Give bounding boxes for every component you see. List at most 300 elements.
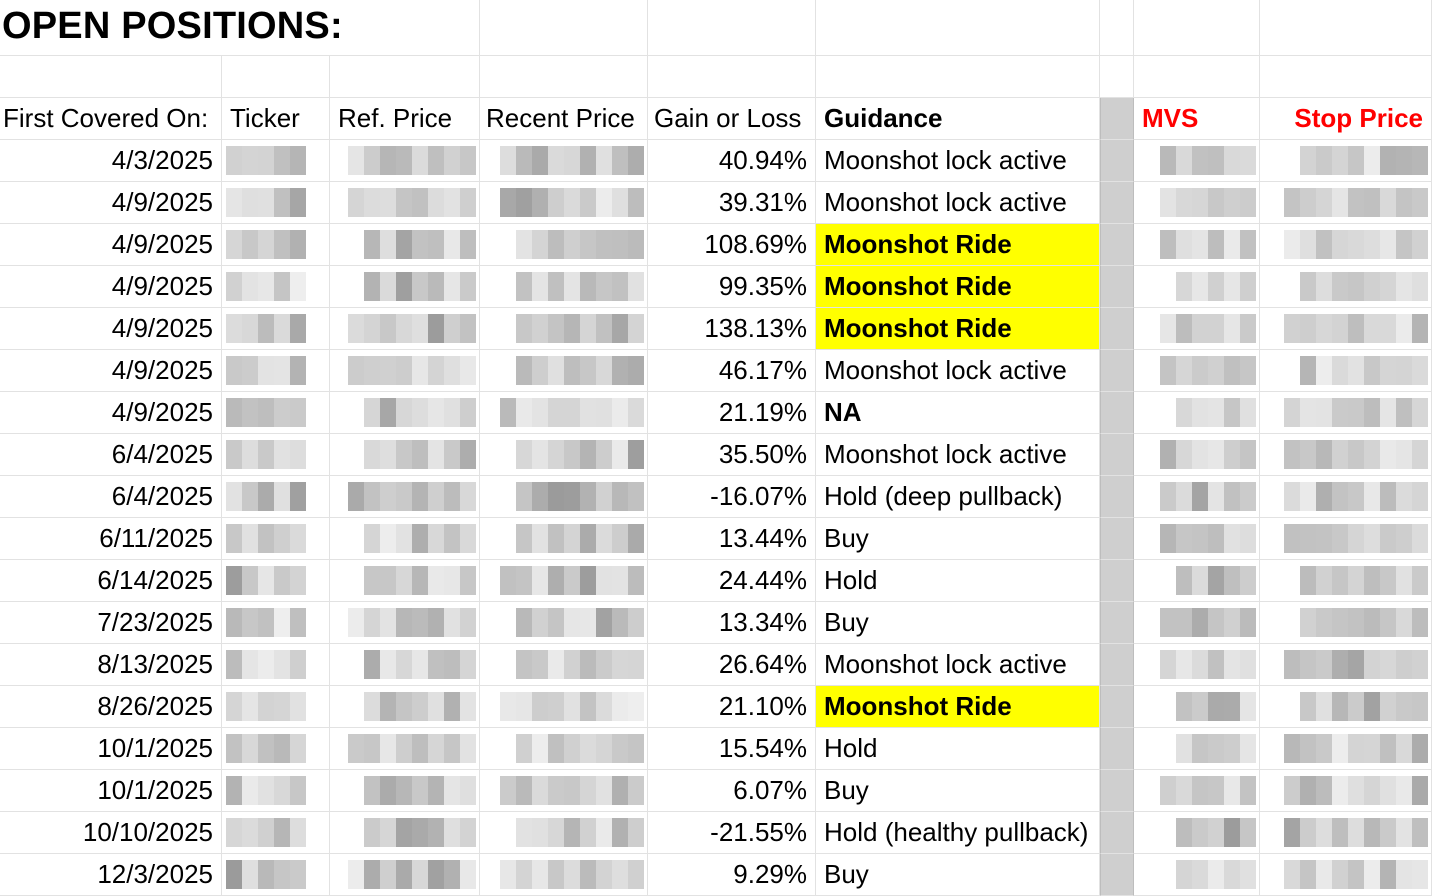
cell-gain-loss[interactable]	[648, 602, 816, 644]
cell-first-covered[interactable]	[0, 560, 222, 602]
cell-guidance[interactable]	[816, 434, 1100, 476]
header-gain-loss[interactable]	[648, 98, 816, 140]
header-guidance[interactable]	[816, 98, 1100, 140]
hidden-column-gutter[interactable]	[1100, 392, 1134, 434]
hidden-column-gutter[interactable]	[1100, 350, 1134, 392]
cell-guidance[interactable]	[816, 140, 1100, 182]
cell-stop-price[interactable]	[1260, 392, 1432, 434]
redacted-pixel	[580, 230, 596, 259]
redacted-pixel	[1332, 398, 1348, 427]
cell-ref-price[interactable]	[330, 812, 480, 854]
guidance-value: Moonshot lock active	[824, 439, 1067, 469]
redacted-pixel	[500, 776, 516, 805]
cell-recent-price[interactable]	[480, 392, 648, 434]
redacted-pixel	[1176, 608, 1192, 637]
cell-mvs[interactable]	[1134, 476, 1260, 518]
redacted-pixel	[612, 776, 628, 805]
redacted-pixel	[580, 650, 596, 679]
cell-ticker[interactable]	[222, 350, 330, 392]
cell-recent-price[interactable]	[480, 518, 648, 560]
cell-ticker[interactable]	[222, 434, 330, 476]
gain-loss-value: 9.29%	[733, 859, 807, 889]
cell-recent-price[interactable]	[480, 308, 648, 350]
cell-ticker[interactable]	[222, 644, 330, 686]
redacted-pixel	[1208, 230, 1224, 259]
cell-ticker[interactable]	[222, 518, 330, 560]
cell-first-covered[interactable]	[0, 308, 222, 350]
redacted-pixel	[1396, 818, 1412, 847]
redacted-pixel	[532, 398, 548, 427]
redacted-pixel	[564, 650, 580, 679]
cell-ref-price[interactable]	[330, 140, 480, 182]
redacted-pixel	[1240, 692, 1256, 721]
redacted-pixel	[242, 860, 258, 889]
cell-gain-loss[interactable]	[648, 308, 816, 350]
hidden-column-gutter[interactable]	[1100, 602, 1134, 644]
redacted-pixel	[242, 566, 258, 595]
cell-first-covered[interactable]	[0, 182, 222, 224]
hidden-column-gutter[interactable]	[1100, 812, 1134, 854]
redacted-pixel	[460, 650, 476, 679]
empty-cell[interactable]	[1260, 56, 1432, 98]
redacted-pixel	[1240, 818, 1256, 847]
cell-guidance[interactable]	[816, 182, 1100, 224]
redacted-value	[1284, 440, 1428, 469]
cell-gain-loss[interactable]	[648, 350, 816, 392]
title-cell[interactable]	[0, 0, 480, 56]
header-first-covered[interactable]	[0, 98, 222, 140]
redacted-pixel	[1364, 440, 1380, 469]
hidden-column-gutter[interactable]	[1100, 686, 1134, 728]
cell-mvs[interactable]	[1134, 308, 1260, 350]
title-row	[0, 0, 1432, 56]
cell-ref-price[interactable]	[330, 770, 480, 812]
cell-ref-price[interactable]	[330, 644, 480, 686]
cell-ref-price[interactable]	[330, 350, 480, 392]
redacted-pixel	[290, 356, 306, 385]
redacted-pixel	[612, 230, 628, 259]
redacted-pixel	[274, 650, 290, 679]
cell-mvs[interactable]	[1134, 350, 1260, 392]
cell-recent-price[interactable]	[480, 224, 648, 266]
redacted-pixel	[1208, 818, 1224, 847]
cell-ref-price[interactable]	[330, 560, 480, 602]
cell-mvs[interactable]	[1134, 602, 1260, 644]
empty-cell[interactable]	[648, 0, 816, 56]
redacted-pixel	[500, 398, 516, 427]
hidden-column-gutter[interactable]	[1100, 308, 1134, 350]
cell-guidance[interactable]	[816, 770, 1100, 812]
cell-first-covered[interactable]	[0, 434, 222, 476]
hidden-column-gutter[interactable]	[1100, 266, 1134, 308]
cell-guidance[interactable]	[816, 350, 1100, 392]
cell-ticker[interactable]	[222, 182, 330, 224]
redacted-pixel	[396, 314, 412, 343]
cell-stop-price[interactable]	[1260, 770, 1432, 812]
redacted-pixel	[242, 146, 258, 175]
redacted-pixel	[1300, 692, 1316, 721]
redacted-pixel	[460, 356, 476, 385]
hidden-column-gutter[interactable]	[1100, 476, 1134, 518]
cell-mvs[interactable]	[1134, 644, 1260, 686]
redacted-pixel	[516, 398, 532, 427]
redacted-pixel	[1284, 692, 1300, 721]
cell-mvs[interactable]	[1134, 266, 1260, 308]
cell-ticker[interactable]	[222, 686, 330, 728]
redacted-value	[1284, 860, 1428, 889]
cell-first-covered[interactable]	[0, 812, 222, 854]
cell-gain-loss[interactable]	[648, 182, 816, 224]
cell-stop-price[interactable]	[1260, 854, 1432, 896]
empty-cell[interactable]	[222, 56, 330, 98]
cell-gain-loss[interactable]	[648, 686, 816, 728]
hidden-column-gutter[interactable]	[1100, 728, 1134, 770]
redacted-pixel	[1364, 566, 1380, 595]
hidden-column-gutter[interactable]	[1100, 854, 1134, 896]
cell-mvs[interactable]	[1134, 812, 1260, 854]
cell-recent-price[interactable]	[480, 182, 648, 224]
cell-guidance[interactable]	[816, 686, 1100, 728]
redacted-pixel	[460, 146, 476, 175]
cell-gain-loss[interactable]	[648, 476, 816, 518]
cell-recent-price[interactable]	[480, 728, 648, 770]
hidden-column-gutter[interactable]	[1100, 434, 1134, 476]
empty-cell[interactable]	[816, 0, 1100, 56]
cell-stop-price[interactable]	[1260, 140, 1432, 182]
header-stop-price[interactable]	[1260, 98, 1432, 140]
empty-cell[interactable]	[1100, 0, 1134, 56]
redacted-pixel	[428, 230, 444, 259]
empty-cell[interactable]	[330, 56, 480, 98]
cell-ticker[interactable]	[222, 392, 330, 434]
redacted-pixel	[380, 524, 396, 553]
cell-ref-price[interactable]	[330, 476, 480, 518]
cell-gain-loss[interactable]	[648, 392, 816, 434]
redacted-pixel	[628, 860, 644, 889]
redacted-pixel	[460, 230, 476, 259]
hidden-column-gutter[interactable]	[1100, 518, 1134, 560]
redacted-pixel	[226, 146, 242, 175]
cell-ticker[interactable]	[222, 728, 330, 770]
cell-ticker[interactable]	[222, 812, 330, 854]
redacted-pixel	[412, 776, 428, 805]
redacted-pixel	[258, 230, 274, 259]
redacted-pixel	[274, 692, 290, 721]
redacted-pixel	[564, 860, 580, 889]
redacted-pixel	[380, 482, 396, 511]
redacted-pixel	[612, 146, 628, 175]
cell-recent-price[interactable]	[480, 602, 648, 644]
redacted-pixel	[1176, 230, 1192, 259]
cell-ticker[interactable]	[222, 560, 330, 602]
redacted-pixel	[1348, 692, 1364, 721]
redacted-pixel	[628, 272, 644, 301]
cell-first-covered[interactable]	[0, 476, 222, 518]
cell-mvs[interactable]	[1134, 140, 1260, 182]
cell-recent-price[interactable]	[480, 350, 648, 392]
cell-guidance[interactable]	[816, 266, 1100, 308]
redacted-pixel	[428, 314, 444, 343]
hidden-column-gutter[interactable]	[1100, 182, 1134, 224]
empty-cell[interactable]	[1134, 56, 1260, 98]
cell-ref-price[interactable]	[330, 434, 480, 476]
cell-gain-loss[interactable]	[648, 224, 816, 266]
cell-gain-loss[interactable]	[648, 266, 816, 308]
cell-stop-price[interactable]	[1260, 728, 1432, 770]
cell-stop-price[interactable]	[1260, 686, 1432, 728]
cell-stop-price[interactable]	[1260, 560, 1432, 602]
redacted-pixel	[564, 398, 580, 427]
cell-gain-loss[interactable]	[648, 518, 816, 560]
redacted-pixel	[1176, 272, 1192, 301]
cell-stop-price[interactable]	[1260, 308, 1432, 350]
cell-first-covered[interactable]	[0, 728, 222, 770]
cell-ref-price[interactable]	[330, 602, 480, 644]
cell-mvs[interactable]	[1134, 770, 1260, 812]
redacted-value	[1284, 230, 1428, 259]
redacted-pixel	[548, 608, 564, 637]
header-mvs[interactable]	[1134, 98, 1260, 140]
table-row	[0, 518, 1432, 560]
hidden-column-gutter[interactable]	[1100, 140, 1134, 182]
redacted-pixel	[612, 356, 628, 385]
cell-first-covered[interactable]	[0, 602, 222, 644]
cell-ref-price[interactable]	[330, 224, 480, 266]
cell-ref-price[interactable]	[330, 518, 480, 560]
redacted-value	[1284, 776, 1428, 805]
cell-gain-loss[interactable]	[648, 644, 816, 686]
cell-mvs[interactable]	[1134, 686, 1260, 728]
redacted-pixel	[1160, 650, 1176, 679]
redacted-pixel	[364, 188, 380, 217]
redacted-pixel	[1240, 524, 1256, 553]
cell-mvs[interactable]	[1134, 560, 1260, 602]
cell-guidance[interactable]	[816, 518, 1100, 560]
redacted-pixel	[516, 566, 532, 595]
cell-stop-price[interactable]	[1260, 644, 1432, 686]
redacted-pixel	[348, 146, 364, 175]
cell-ref-price[interactable]	[330, 728, 480, 770]
hidden-column-gutter[interactable]	[1100, 98, 1134, 140]
cell-first-covered[interactable]	[0, 518, 222, 560]
redacted-pixel	[428, 608, 444, 637]
first-covered-value: 8/13/2025	[97, 649, 213, 679]
redacted-pixel	[516, 314, 532, 343]
cell-recent-price[interactable]	[480, 644, 648, 686]
hidden-column-gutter[interactable]	[1100, 644, 1134, 686]
redacted-pixel	[612, 566, 628, 595]
redacted-value	[1160, 230, 1256, 259]
cell-mvs[interactable]	[1134, 392, 1260, 434]
redacted-value	[226, 524, 306, 553]
cell-stop-price[interactable]	[1260, 350, 1432, 392]
redacted-pixel	[274, 188, 290, 217]
redacted-pixel	[258, 440, 274, 469]
empty-cell[interactable]	[1134, 0, 1260, 56]
cell-ref-price[interactable]	[330, 686, 480, 728]
redacted-value	[226, 230, 306, 259]
cell-recent-price[interactable]	[480, 686, 648, 728]
cell-recent-price[interactable]	[480, 812, 648, 854]
redacted-pixel	[412, 146, 428, 175]
cell-first-covered[interactable]	[0, 140, 222, 182]
empty-cell[interactable]	[648, 56, 816, 98]
cell-recent-price[interactable]	[480, 140, 648, 182]
cell-ticker[interactable]	[222, 854, 330, 896]
redacted-pixel	[242, 734, 258, 763]
redacted-pixel	[290, 692, 306, 721]
redacted-pixel	[1284, 440, 1300, 469]
cell-stop-price[interactable]	[1260, 182, 1432, 224]
cell-ticker[interactable]	[222, 770, 330, 812]
cell-stop-price[interactable]	[1260, 224, 1432, 266]
hidden-column-gutter[interactable]	[1100, 770, 1134, 812]
redacted-pixel	[1380, 776, 1396, 805]
redacted-value	[348, 146, 476, 175]
redacted-value	[1160, 356, 1256, 385]
redacted-pixel	[1192, 692, 1208, 721]
header-recent-price[interactable]	[480, 98, 648, 140]
redacted-pixel	[548, 356, 564, 385]
cell-guidance[interactable]	[816, 602, 1100, 644]
cell-gain-loss[interactable]	[648, 854, 816, 896]
hidden-column-gutter[interactable]	[1100, 224, 1134, 266]
cell-guidance[interactable]	[816, 224, 1100, 266]
gain-loss-value: 46.17%	[718, 355, 807, 385]
redacted-value	[1284, 608, 1428, 637]
cell-mvs[interactable]	[1134, 224, 1260, 266]
redacted-pixel	[516, 860, 532, 889]
cell-guidance[interactable]	[816, 812, 1100, 854]
cell-guidance[interactable]	[816, 644, 1100, 686]
cell-ticker[interactable]	[222, 308, 330, 350]
cell-recent-price[interactable]	[480, 476, 648, 518]
cell-recent-price[interactable]	[480, 770, 648, 812]
cell-first-covered[interactable]	[0, 686, 222, 728]
redacted-pixel	[348, 692, 364, 721]
redacted-pixel	[1332, 734, 1348, 763]
redacted-pixel	[1412, 272, 1428, 301]
empty-cell[interactable]	[480, 56, 648, 98]
cell-recent-price[interactable]	[480, 434, 648, 476]
cell-ticker[interactable]	[222, 476, 330, 518]
cell-ref-price[interactable]	[330, 266, 480, 308]
cell-recent-price[interactable]	[480, 266, 648, 308]
hidden-column-gutter[interactable]	[1100, 560, 1134, 602]
redacted-pixel	[500, 692, 516, 721]
redacted-pixel	[428, 398, 444, 427]
redacted-pixel	[1240, 314, 1256, 343]
cell-ticker[interactable]	[222, 140, 330, 182]
cell-first-covered[interactable]	[0, 644, 222, 686]
redacted-pixel	[1224, 566, 1240, 595]
cell-ref-price[interactable]	[330, 308, 480, 350]
cell-ticker[interactable]	[222, 224, 330, 266]
cell-mvs[interactable]	[1134, 728, 1260, 770]
cell-mvs[interactable]	[1134, 434, 1260, 476]
cell-stop-price[interactable]	[1260, 518, 1432, 560]
cell-ref-price[interactable]	[330, 854, 480, 896]
empty-cell[interactable]	[480, 0, 648, 56]
cell-stop-price[interactable]	[1260, 602, 1432, 644]
redacted-value	[348, 188, 476, 217]
cell-recent-price[interactable]	[480, 560, 648, 602]
cell-guidance[interactable]	[816, 560, 1100, 602]
cell-recent-price[interactable]	[480, 854, 648, 896]
redacted-pixel	[1396, 188, 1412, 217]
empty-cell[interactable]	[0, 56, 222, 98]
redacted-pixel	[1224, 146, 1240, 175]
redacted-pixel	[1176, 356, 1192, 385]
redacted-pixel	[532, 776, 548, 805]
gain-loss-value: 108.69%	[704, 229, 807, 259]
cell-mvs[interactable]	[1134, 518, 1260, 560]
cell-ticker[interactable]	[222, 602, 330, 644]
cell-ticker[interactable]	[222, 266, 330, 308]
cell-gain-loss[interactable]	[648, 728, 816, 770]
redacted-pixel	[1332, 188, 1348, 217]
redacted-pixel	[396, 146, 412, 175]
cell-stop-price[interactable]	[1260, 266, 1432, 308]
cell-mvs[interactable]	[1134, 182, 1260, 224]
cell-guidance[interactable]	[816, 854, 1100, 896]
cell-first-covered[interactable]	[0, 224, 222, 266]
cell-first-covered[interactable]	[0, 350, 222, 392]
cell-first-covered[interactable]	[0, 854, 222, 896]
cell-first-covered[interactable]	[0, 392, 222, 434]
redacted-value	[348, 818, 476, 847]
cell-guidance[interactable]	[816, 392, 1100, 434]
cell-guidance[interactable]	[816, 308, 1100, 350]
gain-loss-value: 24.44%	[718, 565, 807, 595]
cell-gain-loss[interactable]	[648, 812, 816, 854]
cell-mvs[interactable]	[1134, 854, 1260, 896]
cell-first-covered[interactable]	[0, 266, 222, 308]
redacted-pixel	[1396, 398, 1412, 427]
cell-ref-price[interactable]	[330, 182, 480, 224]
header-ref-price[interactable]	[330, 98, 480, 140]
header-ticker[interactable]	[222, 98, 330, 140]
redacted-pixel	[596, 356, 612, 385]
cell-guidance[interactable]	[816, 476, 1100, 518]
cell-gain-loss[interactable]	[648, 560, 816, 602]
redacted-pixel	[1316, 692, 1332, 721]
redacted-pixel	[1208, 524, 1224, 553]
cell-gain-loss[interactable]	[648, 770, 816, 812]
redacted-pixel	[460, 398, 476, 427]
cell-stop-price[interactable]	[1260, 476, 1432, 518]
cell-guidance[interactable]	[816, 728, 1100, 770]
cell-first-covered[interactable]	[0, 770, 222, 812]
cell-gain-loss[interactable]	[648, 140, 816, 182]
redacted-pixel	[460, 566, 476, 595]
empty-cell[interactable]	[1260, 0, 1432, 56]
empty-cell[interactable]	[1100, 56, 1134, 98]
redacted-pixel	[1176, 776, 1192, 805]
redacted-value	[226, 734, 306, 763]
cell-gain-loss[interactable]	[648, 434, 816, 476]
cell-stop-price[interactable]	[1260, 434, 1432, 476]
cell-stop-price[interactable]	[1260, 812, 1432, 854]
redacted-value	[1284, 692, 1428, 721]
redacted-pixel	[396, 272, 412, 301]
empty-cell[interactable]	[816, 56, 1100, 98]
redacted-pixel	[1380, 524, 1396, 553]
redacted-pixel	[1332, 482, 1348, 511]
redacted-pixel	[1224, 398, 1240, 427]
cell-ref-price[interactable]	[330, 392, 480, 434]
redacted-pixel	[1332, 356, 1348, 385]
